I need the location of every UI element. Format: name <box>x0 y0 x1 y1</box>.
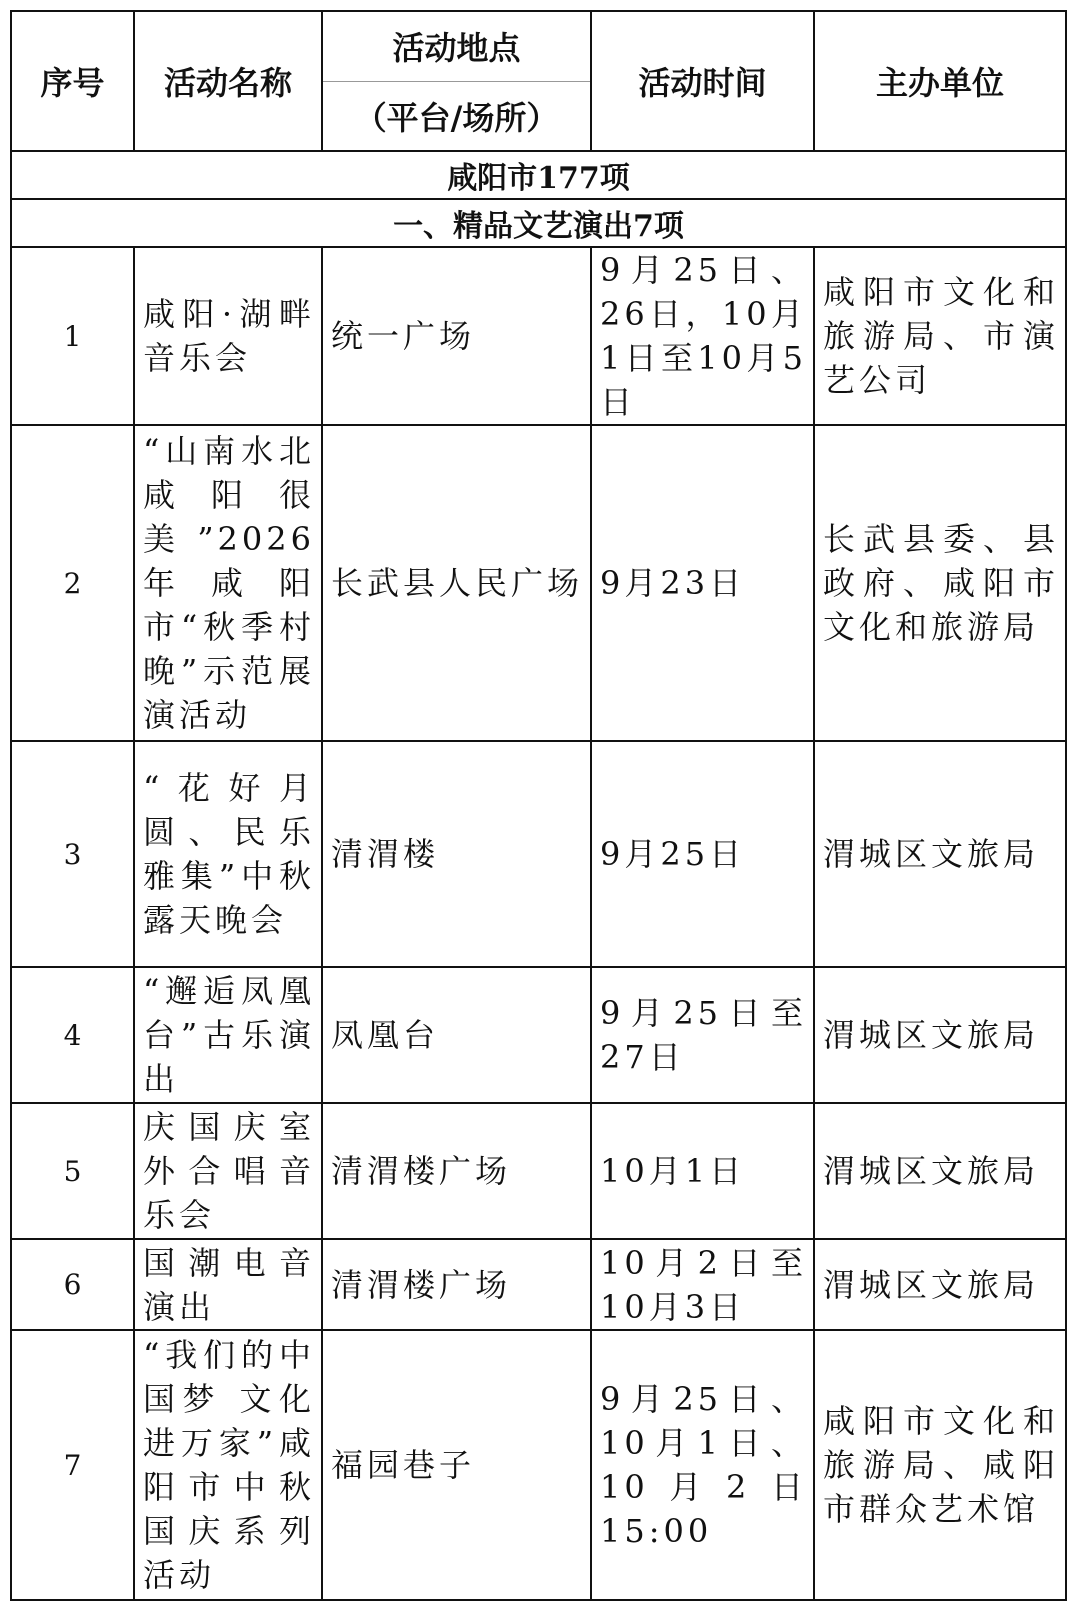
row-organizer: 长武县委、县政府、咸阳市文化和旅游局 <box>814 425 1066 741</box>
row-organizer: 渭城区文旅局 <box>814 967 1066 1103</box>
city-section-row <box>11 151 1066 199</box>
row-organizer: 渭城区文旅局 <box>814 1103 1066 1239</box>
row-place: 福园巷子 <box>322 1330 591 1600</box>
row-organizer: 渭城区文旅局 <box>814 741 1066 967</box>
row-time: 10月1日 <box>591 1103 814 1239</box>
row-time: 9月25日、26日，10月1日至10月5日 <box>591 247 814 425</box>
table-row <box>11 741 1066 967</box>
row-activity-name: “花好月圆、民乐雅集”中秋露天晚会 <box>134 741 322 967</box>
table-row <box>11 967 1066 1103</box>
row-place: 凤凰台 <box>322 967 591 1103</box>
city-section-title: 咸阳市177项 <box>11 151 1066 199</box>
header-place <box>322 11 591 151</box>
row-time: 10月2日至10月3日 <box>591 1239 814 1330</box>
row-organizer: 咸阳市文化和旅游局、咸阳市群众艺术馆 <box>814 1330 1066 1600</box>
row-index: 1 <box>11 247 134 425</box>
table-row <box>11 1239 1066 1330</box>
row-time: 9月25日至27日 <box>591 967 814 1103</box>
header-index: 序号 <box>11 11 134 151</box>
row-time: 9月25日、10月1日、10月2日15:00 <box>591 1330 814 1600</box>
header-time: 活动时间 <box>591 11 814 151</box>
table-row <box>11 1103 1066 1239</box>
header-name: 活动名称 <box>134 11 322 151</box>
activity-table <box>10 10 1067 1601</box>
row-organizer: 渭城区文旅局 <box>814 1239 1066 1330</box>
header-organizer: 主办单位 <box>814 11 1066 151</box>
header-place-line1: 活动地点 <box>323 12 590 82</box>
row-place: 清渭楼广场 <box>322 1239 591 1330</box>
row-place: 长武县人民广场 <box>322 425 591 741</box>
row-activity-name: 庆国庆室外合唱音乐会 <box>134 1103 322 1239</box>
row-organizer: 咸阳市文化和旅游局、市演艺公司 <box>814 247 1066 425</box>
row-activity-name: “邂逅凤凰台”古乐演出 <box>134 967 322 1103</box>
row-place: 统一广场 <box>322 247 591 425</box>
table-row <box>11 425 1066 741</box>
row-index: 2 <box>11 425 134 741</box>
table-row <box>11 247 1066 425</box>
row-activity-name: 咸阳·湖畔音乐会 <box>134 247 322 425</box>
row-place: 清渭楼 <box>322 741 591 967</box>
row-time: 9月23日 <box>591 425 814 741</box>
row-index: 6 <box>11 1239 134 1330</box>
row-index: 4 <box>11 967 134 1103</box>
row-time: 9月25日 <box>591 741 814 967</box>
row-index: 5 <box>11 1103 134 1239</box>
row-index: 3 <box>11 741 134 967</box>
row-place: 清渭楼广场 <box>322 1103 591 1239</box>
header-place-line2: （平台/场所） <box>354 98 559 137</box>
row-activity-name: “山南水北 咸阳很美”2026年咸阳市“秋季村晚”示范展演活动 <box>134 425 322 741</box>
row-activity-name: 国潮电音演出 <box>134 1239 322 1330</box>
table-row <box>11 1330 1066 1600</box>
row-index: 7 <box>11 1330 134 1600</box>
header-row <box>11 11 1066 151</box>
category-section-title: 一、精品文艺演出7项 <box>11 199 1066 247</box>
category-section-row <box>11 199 1066 247</box>
row-activity-name: “我们的中国梦 文化进万家”咸阳市中秋国庆系列活动 <box>134 1330 322 1600</box>
